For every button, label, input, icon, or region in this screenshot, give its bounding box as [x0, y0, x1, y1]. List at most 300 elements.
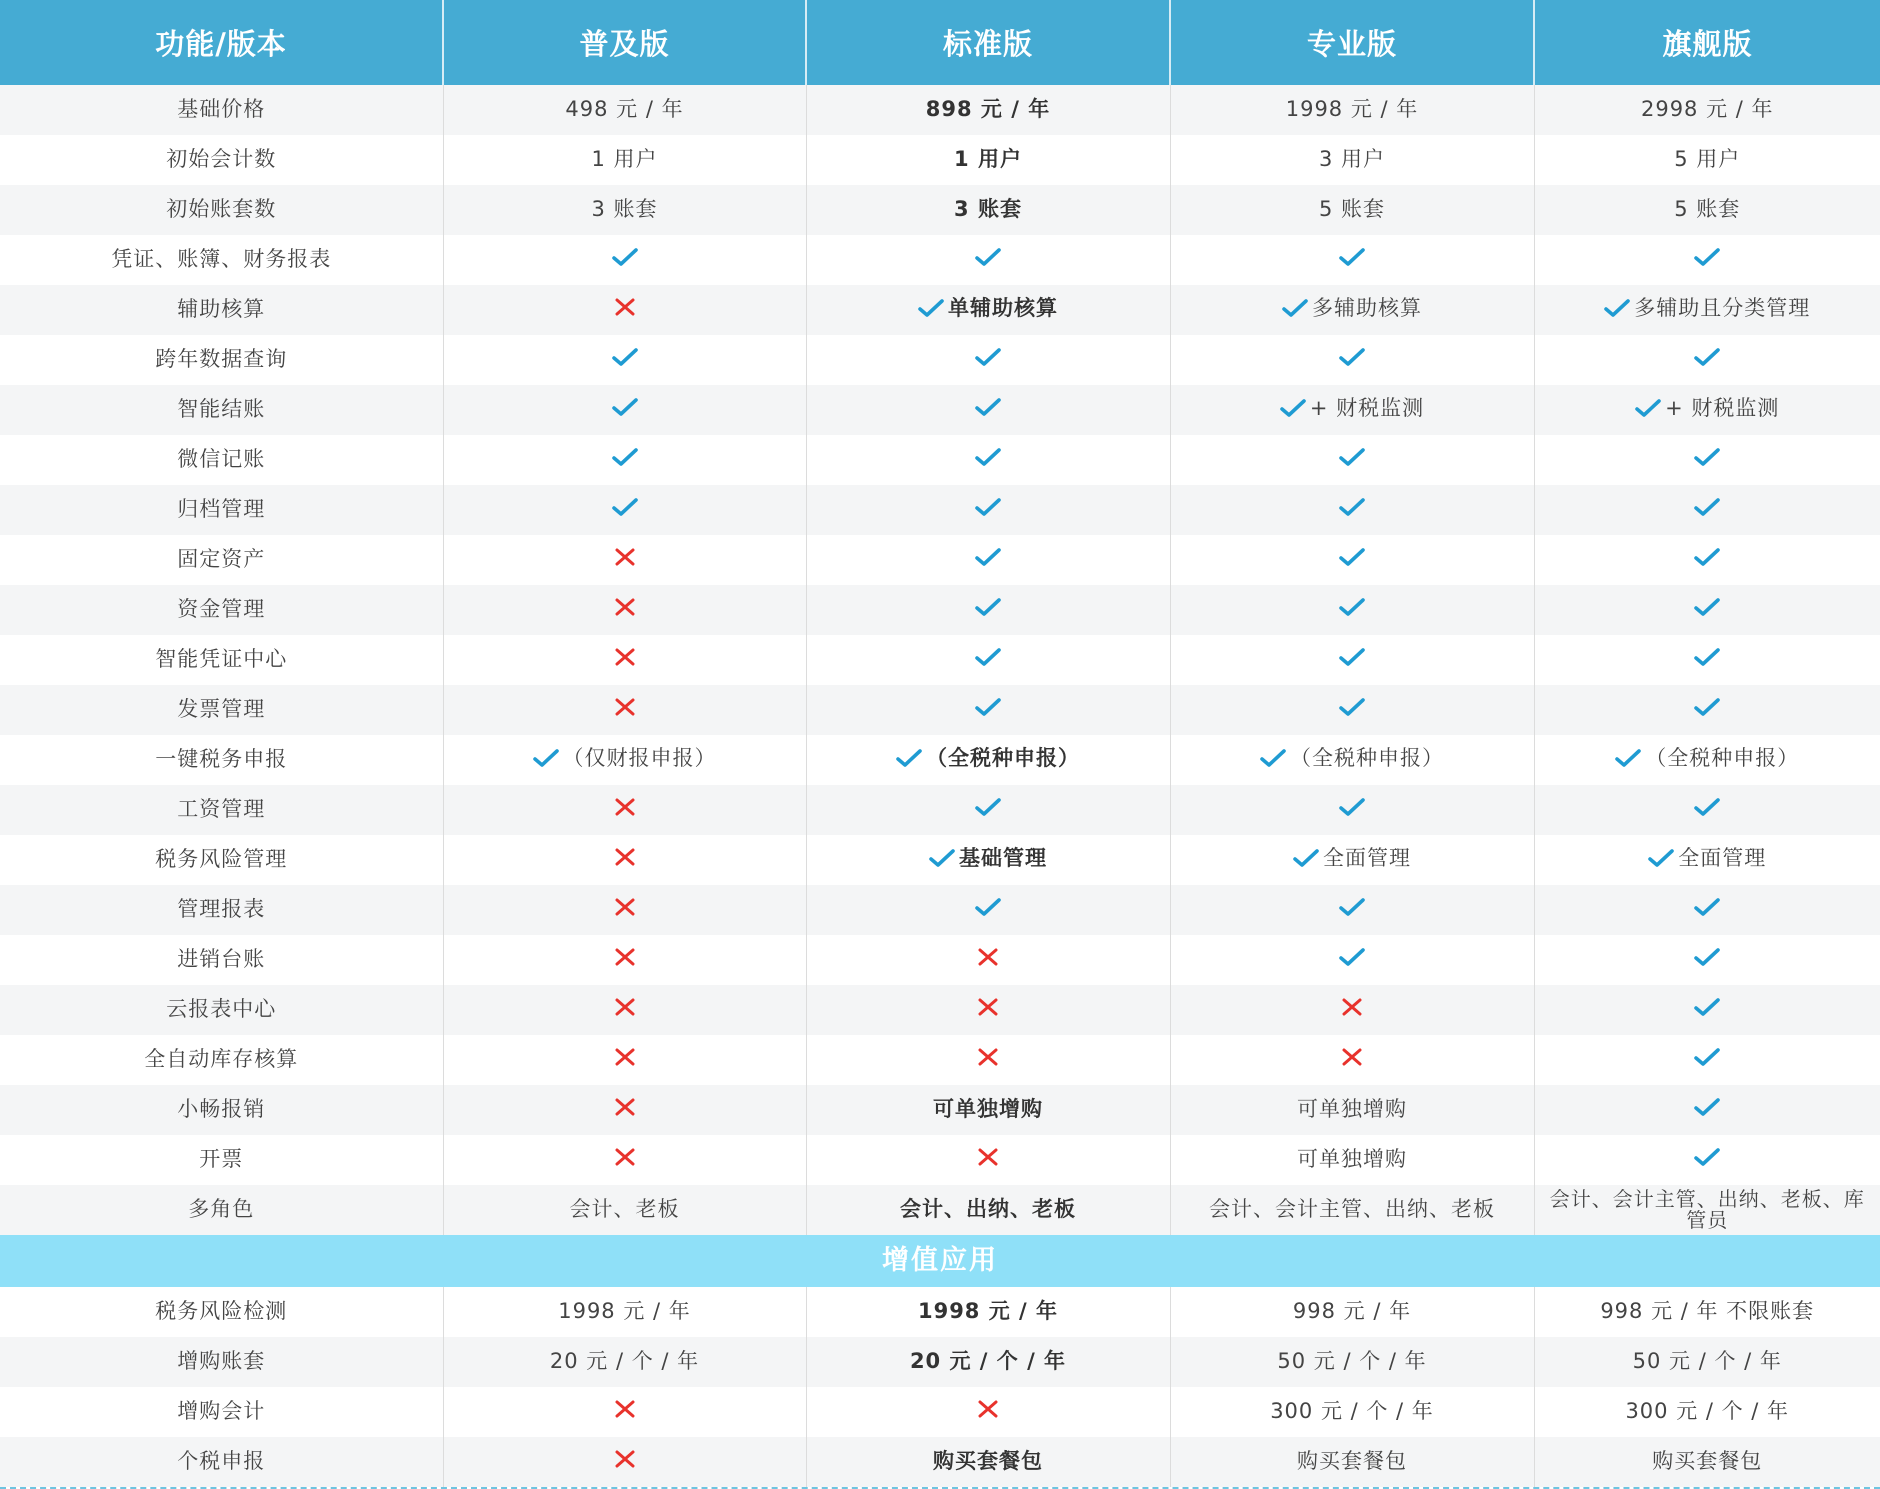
- cell-basic: [443, 1085, 806, 1135]
- check-icon: [1694, 897, 1720, 917]
- cell-flagship: [1534, 435, 1880, 485]
- check-icon: [1339, 597, 1365, 617]
- cell-standard: [806, 835, 1170, 885]
- cell-content: [926, 98, 1050, 121]
- check-icon: [975, 647, 1001, 667]
- cell-content: [1339, 697, 1365, 717]
- feature-name: 基础价格: [0, 85, 443, 135]
- cross-icon: [614, 1399, 636, 1419]
- cell-content: [1604, 297, 1810, 320]
- cell-standard: [806, 935, 1170, 985]
- check-icon: [1694, 1047, 1720, 1067]
- cell-professional: [1170, 1185, 1534, 1235]
- cell-content: [614, 597, 636, 617]
- feature-row: [0, 1135, 1880, 1185]
- cross-icon: [614, 897, 636, 917]
- cell-text: 300 元 / 个 / 年: [1625, 1399, 1790, 1424]
- cell-content: [1209, 1198, 1495, 1221]
- cell-professional: [1170, 1135, 1534, 1185]
- cell-professional: [1170, 385, 1534, 435]
- check-icon: [612, 347, 638, 367]
- cell-standard: [806, 535, 1170, 585]
- cross-icon: [977, 997, 999, 1017]
- cell-text: 购买套餐包: [1297, 1449, 1407, 1474]
- cell-content: [1648, 847, 1766, 870]
- cell-text: 全面管理: [1323, 845, 1411, 870]
- cell-content: [1280, 397, 1424, 420]
- cell-content: [1694, 547, 1720, 567]
- cross-icon: [614, 697, 636, 717]
- cell-standard: [806, 1085, 1170, 1135]
- cell-standard: [806, 1437, 1170, 1487]
- cell-text: 可单独增购: [933, 1097, 1043, 1122]
- cell-content: [614, 1097, 636, 1117]
- section-header-row: [0, 1235, 1880, 1287]
- cell-professional: [1170, 785, 1534, 835]
- cell-text: 会计、出纳、老板: [900, 1197, 1076, 1222]
- feature-name: 微信记账: [0, 435, 443, 485]
- cell-content: [614, 1399, 636, 1419]
- cell-flagship: [1534, 185, 1880, 235]
- feature-name: 一键税务申报: [0, 735, 443, 785]
- cell-standard: [806, 185, 1170, 235]
- cross-icon: [977, 947, 999, 967]
- check-icon: [1339, 947, 1365, 967]
- cell-professional: [1170, 935, 1534, 985]
- cell-basic: [443, 235, 806, 285]
- cell-content: [1600, 1300, 1814, 1323]
- check-icon: [975, 547, 1001, 567]
- cell-content: [614, 897, 636, 917]
- cell-content: [612, 247, 638, 267]
- cell-content: [918, 297, 1058, 320]
- cell-basic: [443, 685, 806, 735]
- check-icon: [1694, 697, 1720, 717]
- cell-professional: [1170, 435, 1534, 485]
- feature-name: 增购账套: [0, 1337, 443, 1387]
- cell-content: [1694, 947, 1720, 967]
- cell-basic: [443, 885, 806, 935]
- cross-icon: [614, 297, 636, 317]
- cell-content: [612, 397, 638, 417]
- cell-professional: [1170, 1035, 1534, 1085]
- cell-content: [933, 1450, 1043, 1473]
- feature-name: 固定资产: [0, 535, 443, 585]
- table-body: [0, 85, 1880, 1487]
- cell-flagship: [1534, 535, 1880, 585]
- cell-professional: [1170, 985, 1534, 1035]
- cell-content: [975, 697, 1001, 717]
- check-icon: [1339, 697, 1365, 717]
- check-icon: [1260, 748, 1286, 768]
- check-icon: [1694, 547, 1720, 567]
- cell-text: 50 元 / 个 / 年: [1277, 1349, 1427, 1374]
- check-icon: [975, 797, 1001, 817]
- feature-name: 开票: [0, 1135, 443, 1185]
- check-icon: [975, 247, 1001, 267]
- header-feature: 功能/版本: [0, 0, 443, 85]
- cell-content: [1547, 1189, 1867, 1231]
- cell-text: 购买套餐包: [1652, 1449, 1763, 1474]
- cell-flagship: [1534, 1185, 1880, 1235]
- check-icon: [1694, 447, 1720, 467]
- cell-content: [1339, 897, 1365, 917]
- cross-icon: [614, 797, 636, 817]
- feature-row: [0, 985, 1880, 1035]
- cell-text: 20 元 / 个 / 年: [909, 1349, 1067, 1374]
- cell-basic: [443, 985, 806, 1035]
- cell-text: 购买套餐包: [933, 1449, 1043, 1474]
- cell-flagship: [1534, 335, 1880, 385]
- cell-content: [975, 797, 1001, 817]
- cell-content: [1694, 697, 1720, 717]
- cell-content: [1641, 98, 1774, 121]
- feature-name: 云报表中心: [0, 985, 443, 1035]
- cell-basic: [443, 1387, 806, 1437]
- cell-content: [1270, 1400, 1434, 1423]
- feature-row: [0, 835, 1880, 885]
- cell-flagship: [1534, 835, 1880, 885]
- cross-icon: [614, 1097, 636, 1117]
- cell-flagship: [1534, 135, 1880, 185]
- cell-content: [1297, 1148, 1407, 1171]
- cross-icon: [614, 997, 636, 1017]
- feature-row: [0, 535, 1880, 585]
- cell-content: [1319, 198, 1385, 221]
- feature-row: [0, 785, 1880, 835]
- cell-content: [975, 547, 1001, 567]
- cell-professional: [1170, 185, 1534, 235]
- cross-icon: [614, 1449, 636, 1469]
- check-icon: [1339, 897, 1365, 917]
- feature-name: 增购会计: [0, 1387, 443, 1437]
- cell-content: [1694, 1047, 1720, 1067]
- cell-professional: [1170, 85, 1534, 135]
- cell-professional: [1170, 1387, 1534, 1437]
- cell-flagship: [1534, 785, 1880, 835]
- cell-standard: [806, 885, 1170, 935]
- cell-text: 3 账套: [591, 197, 658, 222]
- cross-icon: [1341, 997, 1363, 1017]
- cell-basic: [443, 1287, 806, 1337]
- check-icon: [533, 748, 559, 768]
- feature-row: [0, 685, 1880, 735]
- cell-content: [975, 347, 1001, 367]
- cell-standard: [806, 385, 1170, 435]
- cell-professional: [1170, 1337, 1534, 1387]
- feature-row: [0, 385, 1880, 435]
- cell-standard: [806, 235, 1170, 285]
- feature-row: [0, 85, 1880, 135]
- feature-row: [0, 1085, 1880, 1135]
- cell-text: 5 账套: [1318, 197, 1386, 222]
- cell-content: [614, 647, 636, 667]
- feature-row: [0, 335, 1880, 385]
- cell-content: [1635, 397, 1779, 420]
- cell-content: [975, 497, 1001, 517]
- cell-standard: [806, 685, 1170, 735]
- feature-name: 个税申报: [0, 1437, 443, 1487]
- cell-content: [558, 1300, 691, 1323]
- cell-text: 20 元 / 个 / 年: [549, 1349, 700, 1374]
- check-icon: [975, 597, 1001, 617]
- cell-content: [1694, 797, 1720, 817]
- cell-content: [1339, 647, 1365, 667]
- cell-flagship: [1534, 585, 1880, 635]
- cell-content: [1293, 847, 1411, 870]
- cell-content: [612, 447, 638, 467]
- check-icon: [1635, 398, 1661, 418]
- cell-standard: [806, 1287, 1170, 1337]
- feature-name: 跨年数据查询: [0, 335, 443, 385]
- cell-text: + 财税监测: [1665, 395, 1780, 420]
- check-icon: [1339, 547, 1365, 567]
- cell-content: [614, 997, 636, 1017]
- cell-text: 会计、会计主管、出纳、老板、库管员: [1549, 1187, 1865, 1232]
- cell-content: [977, 1047, 999, 1067]
- check-icon: [896, 748, 922, 768]
- cell-text: 可单独增购: [1297, 1147, 1407, 1172]
- cell-content: [1694, 1147, 1720, 1167]
- cross-icon: [614, 647, 636, 667]
- check-icon: [1694, 247, 1720, 267]
- check-icon: [975, 397, 1001, 417]
- cell-content: [614, 847, 636, 867]
- cell-text: 5 用户: [1674, 147, 1741, 172]
- cell-content: [1339, 347, 1365, 367]
- cell-text: （全税种申报）: [1290, 745, 1444, 770]
- check-icon: [1648, 848, 1674, 868]
- check-icon: [918, 298, 944, 318]
- cell-professional: [1170, 235, 1534, 285]
- check-icon: [1615, 748, 1641, 768]
- header-standard: 标准版: [806, 0, 1170, 85]
- cell-basic: [443, 485, 806, 535]
- cell-content: [1297, 1098, 1407, 1121]
- cell-content: [1339, 547, 1365, 567]
- cross-icon: [614, 1147, 636, 1167]
- cell-standard: [806, 285, 1170, 335]
- cell-content: [570, 1198, 680, 1221]
- cell-content: [614, 1449, 636, 1469]
- cell-basic: [443, 185, 806, 235]
- feature-name: 工资管理: [0, 785, 443, 835]
- feature-row: [0, 1035, 1880, 1085]
- cell-content: [900, 1198, 1076, 1221]
- cell-content: [910, 1350, 1066, 1373]
- cross-icon: [614, 847, 636, 867]
- cell-content: [1615, 747, 1799, 770]
- cell-basic: [443, 735, 806, 785]
- cell-standard: [806, 1337, 1170, 1387]
- feature-row: [0, 185, 1880, 235]
- cell-flagship: [1534, 935, 1880, 985]
- cell-text: 全面管理: [1678, 845, 1767, 870]
- cell-content: [591, 148, 657, 171]
- cell-content: [1694, 247, 1720, 267]
- cell-content: [1694, 997, 1720, 1017]
- feature-row: [0, 935, 1880, 985]
- cell-professional: [1170, 535, 1534, 585]
- check-icon: [612, 447, 638, 467]
- cross-icon: [614, 947, 636, 967]
- cell-text: 会计、会计主管、出纳、老板: [1209, 1197, 1495, 1222]
- cell-professional: [1170, 135, 1534, 185]
- cell-text: 1998 元 / 年: [1285, 97, 1419, 122]
- cell-professional: [1170, 485, 1534, 535]
- cell-content: [1652, 1450, 1762, 1473]
- cell-text: （全税种申报）: [926, 745, 1080, 770]
- cell-content: [975, 447, 1001, 467]
- check-icon: [975, 447, 1001, 467]
- cell-professional: [1170, 635, 1534, 685]
- cell-flagship: [1534, 385, 1880, 435]
- cell-content: [954, 148, 1022, 171]
- cell-professional: [1170, 735, 1534, 785]
- cell-professional: [1170, 1437, 1534, 1487]
- feature-name: 资金管理: [0, 585, 443, 635]
- check-icon: [975, 497, 1001, 517]
- check-icon: [975, 897, 1001, 917]
- cell-basic: [443, 1135, 806, 1185]
- feature-row: [0, 485, 1880, 535]
- check-icon: [1694, 997, 1720, 1017]
- feature-row: [0, 135, 1880, 185]
- header-professional: 专业版: [1170, 0, 1534, 85]
- feature-name: 发票管理: [0, 685, 443, 735]
- feature-row: [0, 1185, 1880, 1235]
- check-icon: [1694, 947, 1720, 967]
- cell-basic: [443, 635, 806, 685]
- cell-text: 会计、老板: [569, 1197, 680, 1222]
- feature-row: [0, 235, 1880, 285]
- cell-flagship: [1534, 885, 1880, 935]
- cell-content: [933, 1098, 1043, 1121]
- cell-content: [896, 747, 1080, 770]
- cell-text: 1998 元 / 年: [558, 1299, 691, 1324]
- check-icon: [1293, 848, 1319, 868]
- cell-content: [614, 697, 636, 717]
- cell-content: [1339, 947, 1365, 967]
- cell-content: [614, 547, 636, 567]
- cell-flagship: [1534, 1337, 1880, 1387]
- addon-row: [0, 1337, 1880, 1387]
- feature-row: [0, 735, 1880, 785]
- check-icon: [1694, 797, 1720, 817]
- cell-text: 5 账套: [1674, 197, 1741, 222]
- cell-content: [954, 198, 1022, 221]
- check-icon: [1694, 597, 1720, 617]
- cell-standard: [806, 85, 1170, 135]
- cross-icon: [614, 547, 636, 567]
- feature-name: 小畅报销: [0, 1085, 443, 1135]
- cross-icon: [614, 597, 636, 617]
- cell-basic: [443, 85, 806, 135]
- cell-professional: [1170, 285, 1534, 335]
- cell-content: [1339, 447, 1365, 467]
- cell-content: [1694, 497, 1720, 517]
- feature-name: 智能凭证中心: [0, 635, 443, 685]
- cell-standard: [806, 135, 1170, 185]
- cell-text: 2998 元 / 年: [1640, 97, 1774, 122]
- cell-content: [1339, 797, 1365, 817]
- cross-icon: [1341, 1047, 1363, 1067]
- check-icon: [1694, 497, 1720, 517]
- cell-content: [918, 1300, 1058, 1323]
- cell-standard: [806, 985, 1170, 1035]
- feature-name: 初始会计数: [0, 135, 443, 185]
- cell-professional: [1170, 1287, 1534, 1337]
- cell-content: [975, 397, 1001, 417]
- check-icon: [1339, 247, 1365, 267]
- cell-content: [1625, 1400, 1789, 1423]
- cell-content: [1694, 347, 1720, 367]
- cell-flagship: [1534, 1135, 1880, 1185]
- cell-content: [550, 1350, 699, 1373]
- check-icon: [929, 848, 955, 868]
- addon-row: [0, 1287, 1880, 1337]
- cell-standard: [806, 635, 1170, 685]
- check-icon: [1339, 447, 1365, 467]
- cell-flagship: [1534, 1437, 1880, 1487]
- check-icon: [1694, 347, 1720, 367]
- feature-row: [0, 635, 1880, 685]
- check-icon: [1694, 1097, 1720, 1117]
- cell-content: [533, 747, 717, 770]
- cell-basic: [443, 1437, 806, 1487]
- cell-text: 300 元 / 个 / 年: [1270, 1399, 1434, 1424]
- cell-basic: [443, 535, 806, 585]
- addon-row: [0, 1437, 1880, 1487]
- cell-text: 998 元 / 年: [1292, 1299, 1412, 1324]
- cell-basic: [443, 785, 806, 835]
- cell-standard: [806, 435, 1170, 485]
- cell-basic: [443, 1337, 806, 1387]
- cell-flagship: [1534, 85, 1880, 135]
- cell-basic: [443, 935, 806, 985]
- cell-flagship: [1534, 1387, 1880, 1437]
- cell-content: [614, 947, 636, 967]
- feature-row: [0, 435, 1880, 485]
- cell-content: [1277, 1350, 1426, 1373]
- cell-standard: [806, 585, 1170, 635]
- cell-content: [1694, 647, 1720, 667]
- cell-basic: [443, 585, 806, 635]
- cell-flagship: [1534, 1085, 1880, 1135]
- cell-standard: [806, 1135, 1170, 1185]
- cell-standard: [806, 485, 1170, 535]
- cell-flagship: [1534, 1035, 1880, 1085]
- cell-standard: [806, 1185, 1170, 1235]
- cell-text: （仅财报申报）: [562, 745, 717, 770]
- cell-standard: [806, 735, 1170, 785]
- cell-content: [1694, 897, 1720, 917]
- feature-name: 进销台账: [0, 935, 443, 985]
- cell-content: [977, 1399, 999, 1419]
- check-icon: [1282, 298, 1308, 318]
- cell-content: [614, 297, 636, 317]
- cell-professional: [1170, 835, 1534, 885]
- cell-content: [1339, 497, 1365, 517]
- cell-basic: [443, 435, 806, 485]
- feature-name: 凭证、账簿、财务报表: [0, 235, 443, 285]
- cell-content: [1319, 148, 1385, 171]
- feature-row: [0, 285, 1880, 335]
- cross-icon: [977, 1047, 999, 1067]
- feature-name: 智能结账: [0, 385, 443, 435]
- cell-professional: [1170, 585, 1534, 635]
- cell-content: [614, 797, 636, 817]
